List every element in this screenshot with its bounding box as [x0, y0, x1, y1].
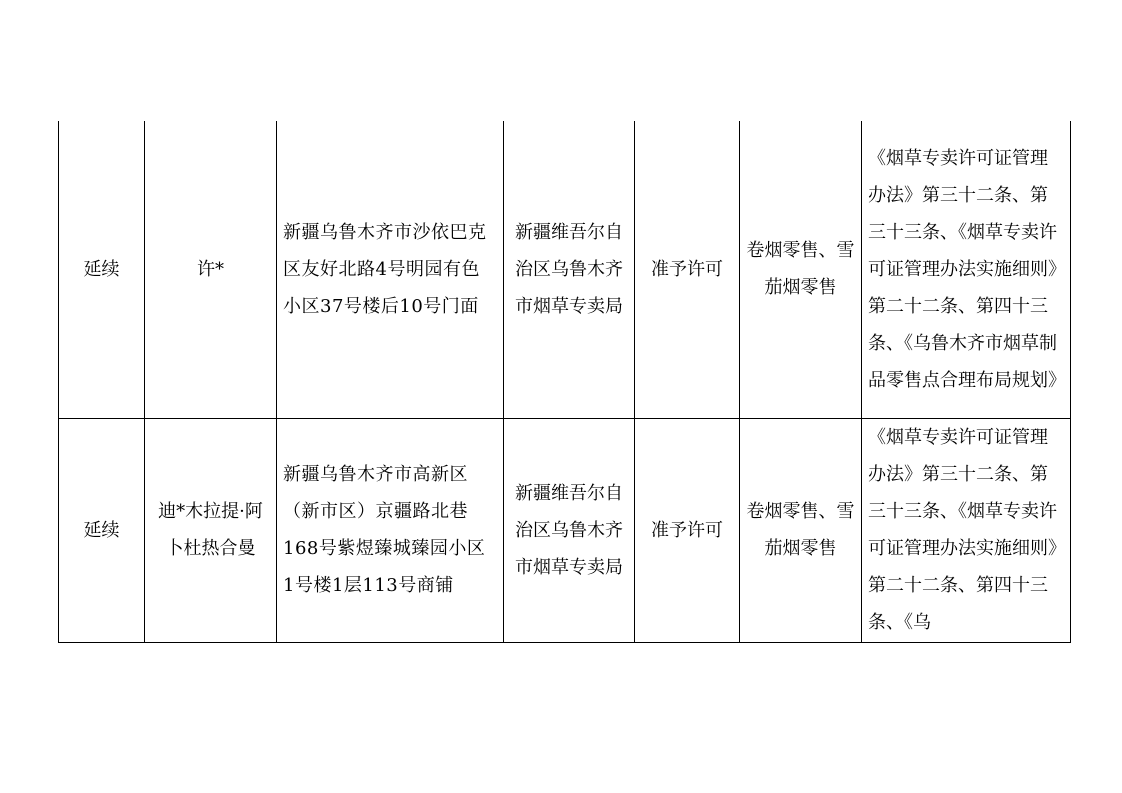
cell-authority: 新疆维吾尔自治区乌鲁木齐市烟草专卖局 [504, 121, 635, 418]
cell-address: 新疆乌鲁木齐市高新区（新市区）京疆路北巷168号紫煜臻城臻园小区1号楼1层113号商铺 [277, 418, 504, 642]
cell-authority: 新疆维吾尔自治区乌鲁木齐市烟草专卖局 [504, 418, 635, 642]
cell-name: 许* [145, 121, 277, 418]
cell-type: 延续 [59, 418, 145, 642]
cell-basis: 《烟草专卖许可证管理办法》第三十二条、第三十三条、《烟草专卖许可证管理办法实施细则》第二十二条、第四十三条、《乌鲁木齐市烟草制品零售点合理布局规划》 [862, 121, 1071, 418]
cell-type: 延续 [59, 121, 145, 418]
cell-scope: 卷烟零售、雪茄烟零售 [740, 121, 862, 418]
cell-scope: 卷烟零售、雪茄烟零售 [740, 418, 862, 642]
license-table [58, 121, 1071, 643]
table-row [59, 418, 1071, 642]
table-row [59, 121, 1071, 418]
cell-basis: 《烟草专卖许可证管理办法》第三十二条、第三十三条、《烟草专卖许可证管理办法实施细则》第二十二条、第四十三条、《乌 [862, 418, 1071, 642]
cell-decision: 准予许可 [635, 121, 740, 418]
cell-address: 新疆乌鲁木齐市沙依巴克区友好北路4号明园有色小区37号楼后10号门面 [277, 121, 504, 418]
cell-name: 迪*木拉提·阿卜杜热合曼 [145, 418, 277, 642]
cell-decision: 准予许可 [635, 418, 740, 642]
